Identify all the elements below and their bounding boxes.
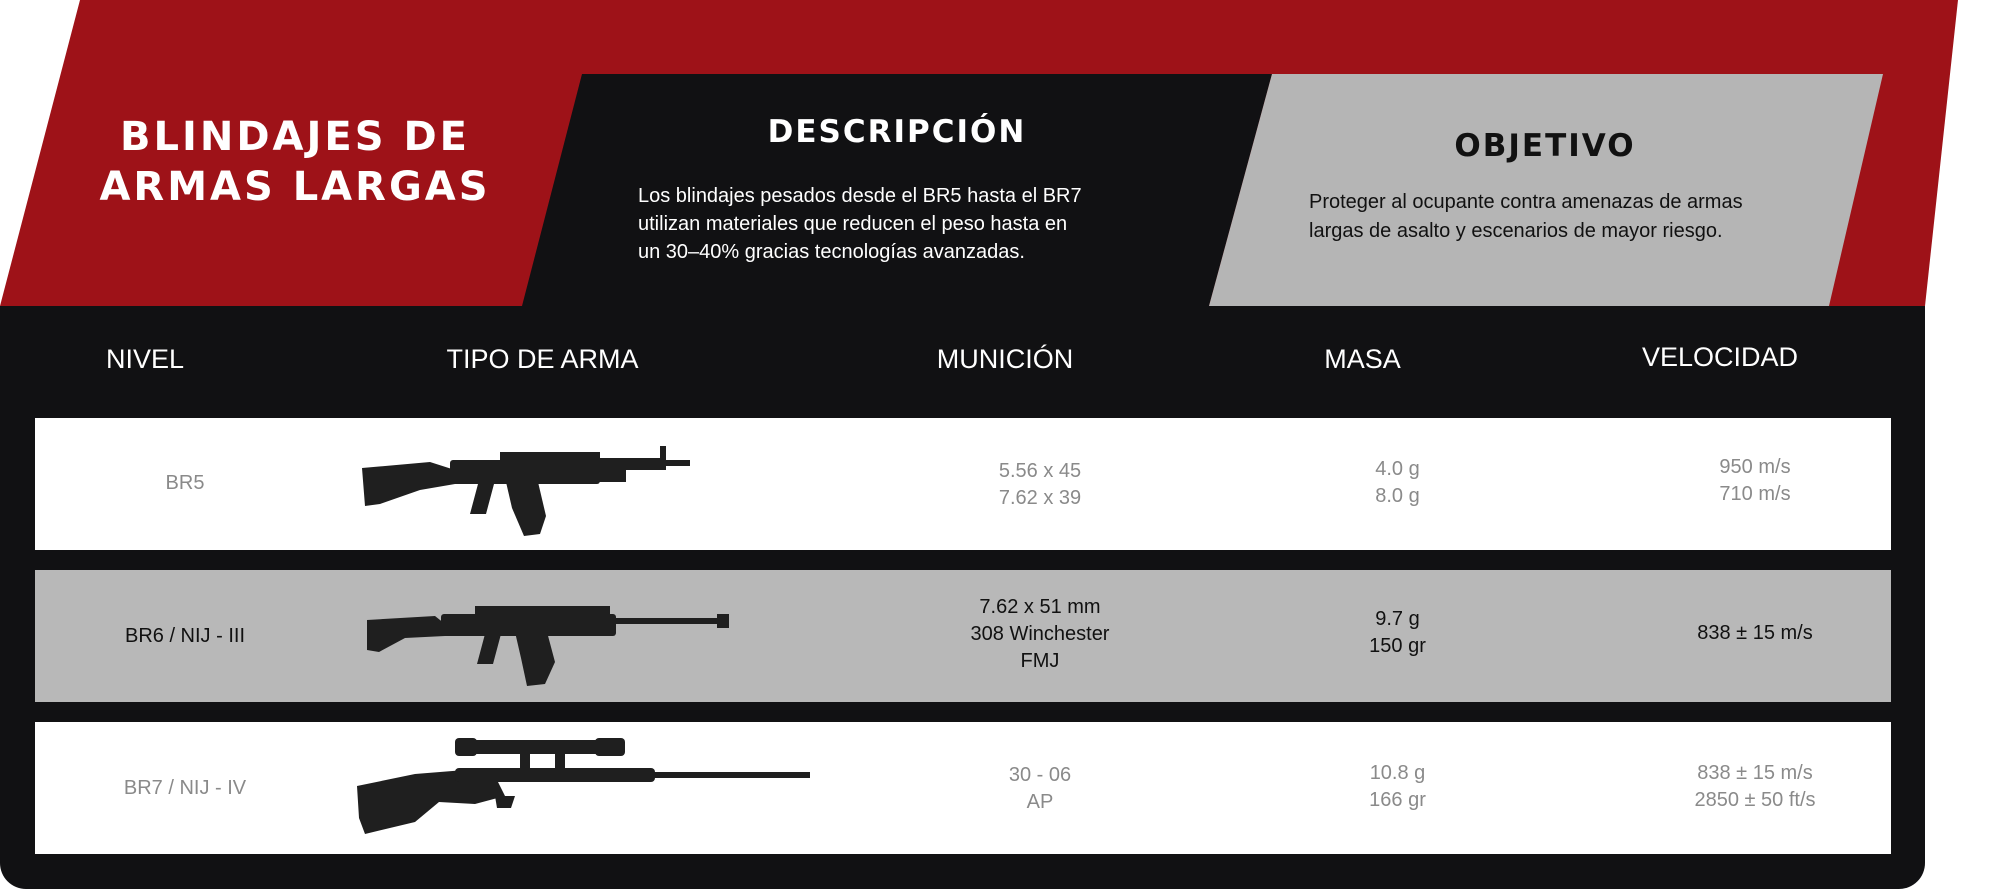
mass-cell (1315, 606, 1480, 660)
table-row (35, 722, 1891, 854)
battle-rifle-icon (365, 590, 745, 688)
velocity-value: 710 m/s (1719, 483, 1791, 505)
description-heading: DESCRIPCIÓN (767, 114, 1027, 150)
level-cell: BR7 / NIJ - IV (123, 777, 247, 799)
mass-value: 8.0 g (1375, 485, 1420, 507)
column-header-velocidad: VELOCIDAD (1641, 342, 1799, 372)
objective-text (1309, 188, 1779, 246)
ammo-value: 308 Winchester (970, 623, 1110, 645)
description-text (638, 182, 1138, 266)
mass-value: 150 gr (1369, 635, 1426, 657)
ammo-cell (915, 594, 1165, 675)
title-line-1: BLINDAJES DE (120, 114, 470, 160)
ammo-value: 7.62 x 51 mm (979, 596, 1101, 618)
description-line: Los blindajes pesados desde el BR5 hasta el BR7 (638, 185, 1082, 207)
objective-line: Proteger al ocupante contra amenazas de armas (1309, 191, 1743, 213)
column-header-nivel: NIVEL (105, 344, 185, 374)
mass-cell (1315, 760, 1480, 814)
table-row (35, 418, 1891, 550)
mass-value: 10.8 g (1369, 762, 1426, 784)
ammo-value: AP (1026, 791, 1054, 813)
objective-heading: OBJETIVO (1454, 128, 1636, 164)
page-title (60, 112, 530, 212)
column-header-municion: MUNICIÓN (936, 344, 1074, 374)
ammo-value: 5.56 x 45 (998, 460, 1082, 482)
description-line: un 30–40% gracias tecnologías avanzadas. (638, 241, 1025, 263)
assault-rifle-icon (360, 444, 740, 536)
ammo-cell (915, 762, 1165, 816)
velocity-value: 838 ± 15 m/s (1697, 622, 1813, 644)
ammo-value: 7.62 x 39 (998, 487, 1082, 509)
description-line: utilizan materiales que reducen el peso hasta en (638, 213, 1068, 235)
mass-value: 9.7 g (1375, 608, 1420, 630)
ammo-cell (915, 458, 1165, 512)
velocity-value: 838 ± 15 m/s (1697, 762, 1813, 784)
scoped-rifle-icon (355, 738, 815, 838)
mass-value: 4.0 g (1375, 458, 1420, 480)
velocity-cell (1635, 454, 1875, 508)
ammo-value: 30 - 06 (1008, 764, 1072, 786)
title-line-2: ARMAS LARGAS (99, 164, 491, 210)
level-cell: BR6 / NIJ - III (124, 625, 246, 647)
ammo-value: FMJ (1020, 650, 1060, 672)
column-header-tipo: TIPO DE ARMA (446, 344, 639, 374)
level-cell: BR5 (165, 472, 205, 494)
mass-value: 166 gr (1369, 789, 1426, 811)
velocity-cell (1635, 620, 1875, 647)
velocity-value: 2850 ± 50 ft/s (1694, 789, 1816, 811)
velocity-cell (1635, 760, 1875, 814)
mass-cell (1315, 456, 1480, 510)
objective-line: largas de asalto y escenarios de mayor riesgo. (1309, 220, 1723, 242)
column-header-masa: MASA (1324, 344, 1401, 374)
velocity-value: 950 m/s (1719, 456, 1791, 478)
table-row (35, 570, 1891, 702)
